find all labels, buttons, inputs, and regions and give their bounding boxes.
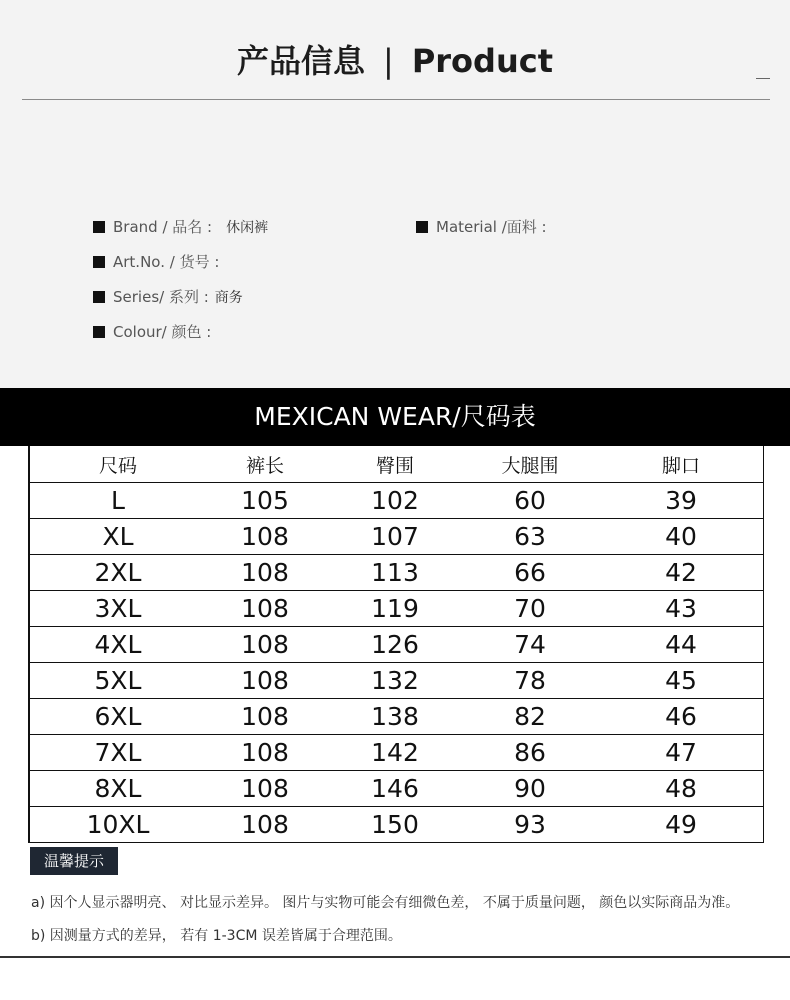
bottom-divider [0,956,790,958]
table-cell: 63 [472,519,588,555]
corner-mark [756,78,770,79]
table-cell: 47 [588,735,764,771]
table-cell: 93 [472,807,588,843]
info-series [93,286,243,307]
table-cell: 49 [588,807,764,843]
title-en: Product [411,42,553,80]
table-cell: 138 [318,699,472,735]
note-b: b) 因测量方式的差异， 若有 1-3CM 误差皆属于合理范围。 [31,928,402,944]
table-row [28,771,764,807]
info-colour [93,321,211,342]
table-row [28,663,764,699]
table-cell: 90 [472,771,588,807]
table-cell: 142 [318,735,472,771]
table-cell: 7XL [28,735,208,771]
column-header: 裤长 [245,454,284,477]
table-cell: L [28,483,208,519]
series-label: Series/ 系列 : [113,288,209,306]
table-cell: 82 [472,699,588,735]
table-cell: XL [28,519,208,555]
tips-badge: 温馨提示 [30,847,118,875]
info-artno [93,251,219,272]
brand-label: Brand / 品名 : [113,218,213,236]
table-row [28,627,764,663]
column-header: 大腿围 [501,454,559,477]
table-cell: 10XL [28,807,208,843]
table-cell: 108 [208,627,318,663]
table-cell: 150 [318,807,472,843]
material-label: Material /面料 : [436,218,547,236]
note-a: a) 因个人显示器明亮、 对比显示差异。 图片与实物可能会有细微色差， 不属于质量问题， 颜色以实际商品为准。 [31,895,740,911]
table-row [28,699,764,735]
brand-value: 休闲裤 [226,219,269,236]
title-separator: | [383,42,394,80]
table-cell: 4XL [28,627,208,663]
table-cell: 108 [208,735,318,771]
table-cell: 40 [588,519,764,555]
table-cell: 3XL [28,591,208,627]
table-cell: 108 [208,699,318,735]
size-chart-table [28,446,764,843]
series-value: 商务 [214,289,243,306]
table-cell: 43 [588,591,764,627]
bullet-square-icon [93,291,105,303]
table-cell: 86 [472,735,588,771]
info-material [416,216,547,237]
table-cell: 108 [208,555,318,591]
title-cn: 产品信息 [237,42,366,80]
table-cell: 46 [588,699,764,735]
table-cell: 119 [318,591,472,627]
table-cell: 132 [318,663,472,699]
column-header: 脚口 [661,454,700,477]
table-row [28,519,764,555]
bullet-square-icon [93,326,105,338]
table-cell: 5XL [28,663,208,699]
table-cell: 105 [208,483,318,519]
table-cell: 78 [472,663,588,699]
table-row [28,735,764,771]
table-cell: 108 [208,771,318,807]
table-cell: 113 [318,555,472,591]
table-cell: 45 [588,663,764,699]
bullet-square-icon [416,221,428,233]
column-header: 尺码 [98,454,137,477]
table-cell: 74 [472,627,588,663]
table-cell: 66 [472,555,588,591]
table-cell: 44 [588,627,764,663]
artno-label: Art.No. / 货号 : [113,253,220,271]
colour-label: Colour/ 颜色 : [113,323,212,341]
table-cell: 108 [208,663,318,699]
table-row [28,591,764,627]
bullet-square-icon [93,256,105,268]
table-cell: 60 [472,483,588,519]
table-cell: 108 [208,519,318,555]
table-row [28,807,764,843]
table-row [28,555,764,591]
table-cell: 6XL [28,699,208,735]
table-cell: 70 [472,591,588,627]
table-cell: 2XL [28,555,208,591]
table-cell: 48 [588,771,764,807]
table-cell: 126 [318,627,472,663]
table-cell: 102 [318,483,472,519]
table-cell: 39 [588,483,764,519]
title-divider [22,99,770,100]
table-row [28,483,764,519]
table-cell: 108 [208,807,318,843]
table-header-row [28,446,764,483]
column-header: 臀围 [375,454,414,477]
info-brand [93,216,268,237]
table-cell: 108 [208,591,318,627]
table-cell: 42 [588,555,764,591]
table-cell: 146 [318,771,472,807]
size-chart-title: MEXICAN WEAR/尺码表 [0,388,790,446]
page-title [0,36,790,82]
table-cell: 8XL [28,771,208,807]
table-cell: 107 [318,519,472,555]
bullet-square-icon [93,221,105,233]
